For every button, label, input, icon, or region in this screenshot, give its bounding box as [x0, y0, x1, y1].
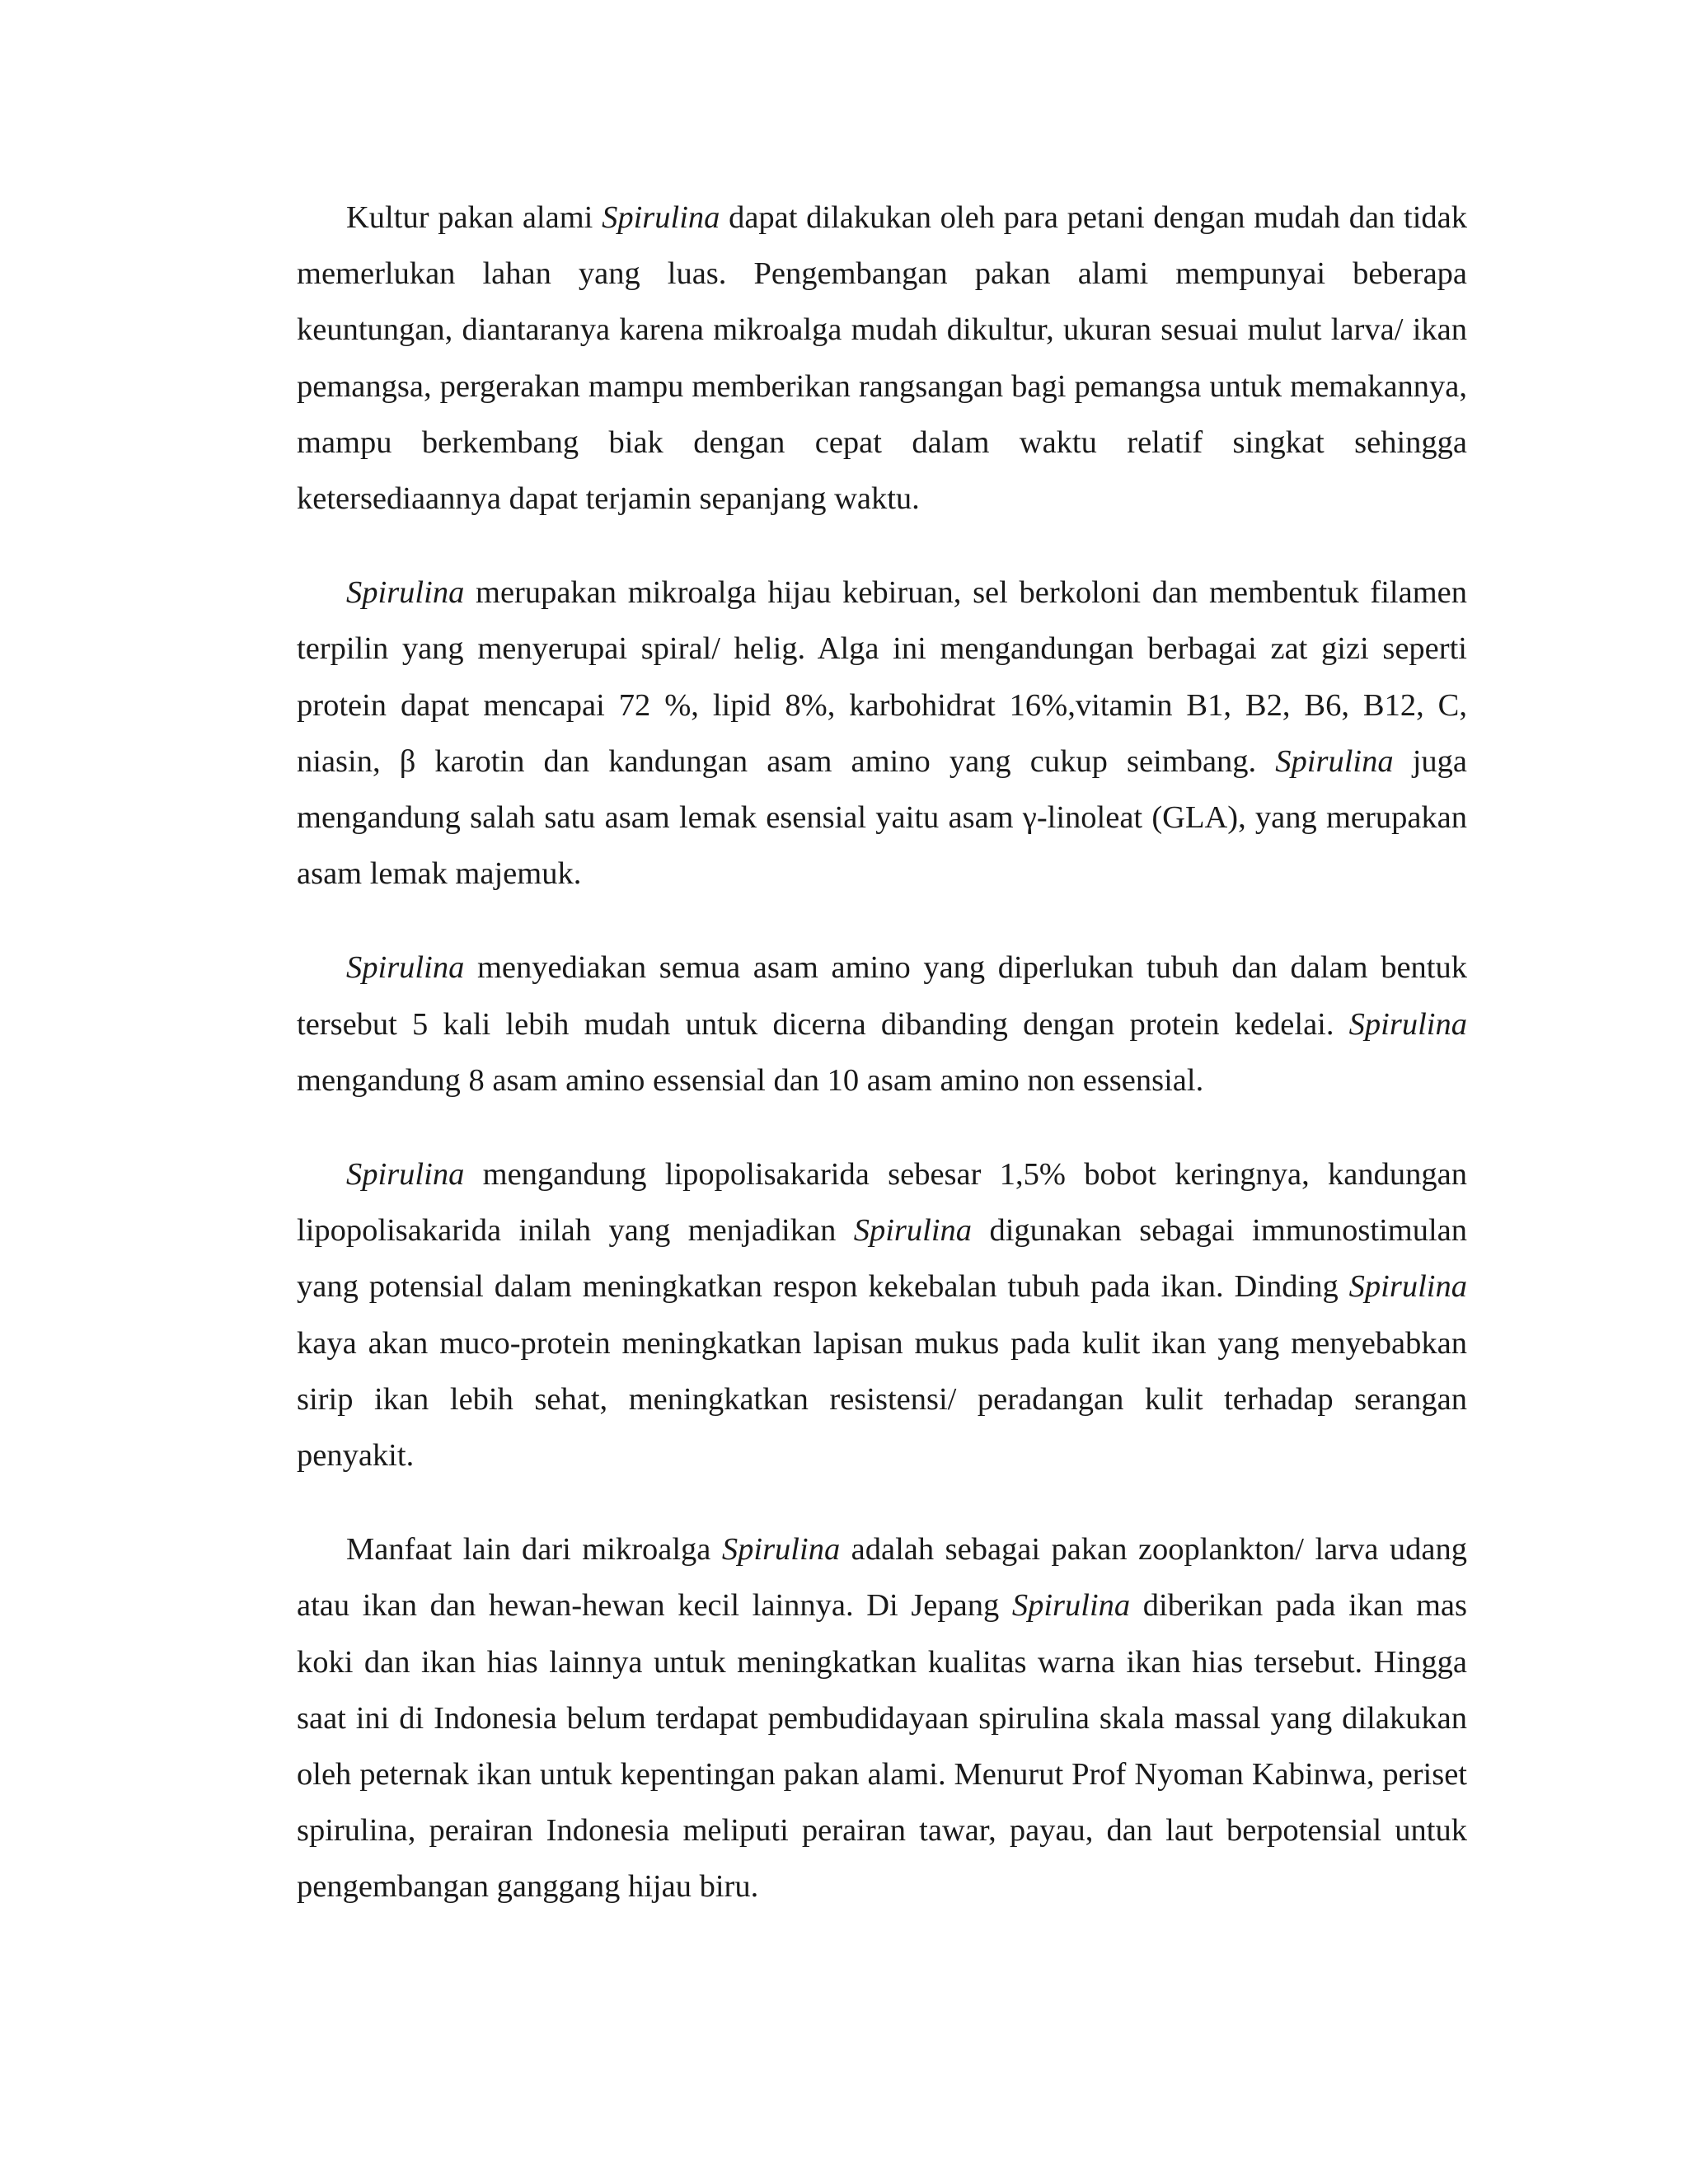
paragraph-4-segment-5: Spirulina	[1348, 1269, 1467, 1305]
paragraph-5-segment-3: adalah sebagai pakan zooplankton/ larva udang atau ikan dan hewan-hewan kecil lainnya. Di Jepang	[297, 1532, 1467, 1624]
paragraph-2-segment-2: merupakan mikroalga hijau kebiruan, sel berkoloni dan membentuk filamen terpilin yang menyerupai spiral/ helig. Alga ini mengandungan berbagai zat gizi seperti protein dapat mencapai 72 %, lipid 8%, karbohidrat 16%,vitamin B1, B2, B6, B12, C, niasin, β karotin dan kandungan asam amino yang cukup seimbang.	[297, 575, 1467, 779]
paragraph-2-segment-4: juga mengandung salah satu asam lemak esensial yaitu asam γ-linoleat (GLA), yang merupakan asam lemak majemuk.	[297, 743, 1467, 892]
paragraph-4-segment-6: kaya akan muco-protein meningkatkan lapisan mukus pada kulit ikan yang menyebabkan sirip ikan lebih sehat, meningkatkan resistensi/ peradangan kulit terhadap serangan penyakit.	[297, 1325, 1467, 1474]
paragraph-5-segment-4: Spirulina	[1011, 1588, 1131, 1624]
paragraph-1-segment-3: dapat dilakukan oleh para petani dengan mudah dan tidak memerlukan lahan yang luas. Pengembangan pakan alami mempunyai beberapa keuntungan, diantaranya karena mikroalga mudah dikultur, ukuran sesuai mulut larva/ ikan pemangsa, pergerakan mampu memberikan rangsangan bagi pemangsa untuk memakannya, mampu berkembang biak dengan cepat dalam waktu relatif singkat sehingga ketersediaannya dapat terjamin sepanjang waktu.	[297, 200, 1467, 517]
paragraph-1	[297, 190, 1467, 527]
paragraph-3-segment-3: Spirulina	[1348, 1006, 1467, 1042]
paragraph-1-segment-1: Kultur pakan alami	[346, 200, 603, 235]
paragraph-5-segment-1: Manfaat lain dari mikroalga	[346, 1532, 722, 1568]
paragraph-5-segment-5: diberikan pada ikan mas koki dan ikan hias lainnya untuk meningkatkan kualitas warna ikan hias tersebut. Hingga saat ini di Indonesia belum terdapat pembudidayaan spirulina skala massal yang dilakukan oleh peternak ikan untuk kepentingan pakan alami. Menurut Prof Nyoman Kabinwa, periset spirulina, perairan Indonesia meliputi perairan tawar, payau, dan laut berpotensial untuk pengembangan ganggang hijau biru.	[297, 1588, 1468, 1905]
paragraph-5-segment-2: Spirulina	[721, 1532, 841, 1568]
paragraph-3-segment-2: menyediakan semua asam amino yang diperlukan tubuh dan dalam bentuk tersebut 5 kali lebih mudah untuk dicerna dibanding dengan protein kedelai.	[297, 950, 1467, 1042]
paragraph-3-segment-1: Spirulina	[346, 950, 465, 986]
paragraph-3	[297, 940, 1467, 1108]
paragraph-3-segment-4: mengandung 8 asam amino essensial dan 10 asam amino non essensial.	[297, 1062, 1204, 1098]
document-body	[297, 190, 1467, 1915]
paragraph-2-segment-3: Spirulina	[1275, 743, 1394, 779]
paragraph-2-segment-1: Spirulina	[346, 575, 465, 611]
paragraph-4-segment-1: Spirulina	[346, 1157, 465, 1193]
paragraph-4-segment-3: Spirulina	[853, 1213, 973, 1249]
paragraph-2	[297, 565, 1467, 902]
paragraph-4-segment-4: digunakan sebagai immunostimulan yang potensial dalam meningkatkan respon kekebalan tubuh pada ikan. Dinding	[297, 1213, 1467, 1305]
paragraph-1-segment-2: Spirulina	[602, 200, 720, 235]
paragraph-5	[297, 1521, 1467, 1915]
paragraph-4-segment-2: mengandung lipopolisakarida sebesar 1,5% bobot keringnya, kandungan lipopolisakarida inilah yang menjadikan	[297, 1157, 1467, 1249]
paragraph-4	[297, 1146, 1467, 1483]
